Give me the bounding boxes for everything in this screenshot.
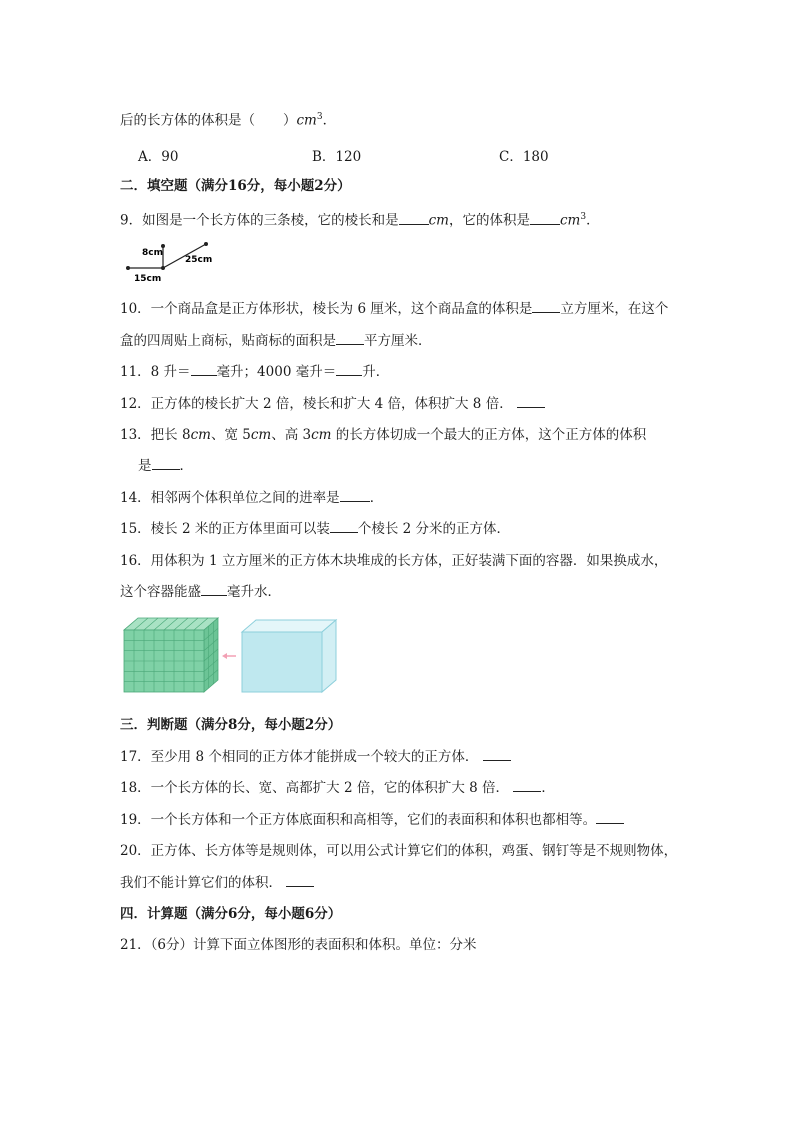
question-16-line-1: 16．用体积为 1 立方厘米的正方体木块堆成的长方体，正好装满下面的容器．如果换成水， (120, 553, 668, 569)
answer-blank[interactable] (596, 811, 624, 824)
answer-blank[interactable] (152, 457, 180, 470)
section-calculation-heading: 四．计算题（满分6分，每小题6分） (120, 906, 342, 922)
empty-container (242, 620, 336, 692)
section-fill-blank-heading: 二．填空题（满分16分，每小题2分） (120, 178, 351, 194)
q8-stem-tail: 后的长方体的体积是（ ）$cm^3$． (120, 112, 337, 129)
question-10-line-1: 10．一个商品盒是正方体形状，棱长为 6 厘米，这个商品盒的体积是 立方厘米，在这个 (120, 301, 669, 317)
question-9: 9．如图是一个长方体的三条棱，它的棱长和是 cm，它的体积是 $cm^3$． (120, 212, 600, 229)
question-17: 17．至少用 8 个相同的正方体才能拼成一个较大的正方体． (120, 748, 511, 766)
question-12: 12．正方体的棱长扩大 2 倍，棱长和扩大 4 倍，体积扩大 8 倍． (120, 395, 545, 413)
q8-option-a: A．90 (138, 149, 179, 165)
edge-label-height: 8cm (142, 248, 163, 258)
question-16-line-2: 这个容器能盛 毫升水． (120, 584, 281, 600)
answer-blank[interactable] (191, 363, 217, 376)
question-14: 14．相邻两个体积单位之间的进率是 ． (120, 490, 384, 506)
answer-blank[interactable] (399, 212, 429, 225)
question-15: 15．棱长 2 米的正方体里面可以装 个棱长 2 分米的正方体． (120, 521, 511, 537)
question-18: 18．一个长方体的长、宽、高都扩大 2 倍，它的体积扩大 8 倍． ． (120, 780, 555, 796)
q16-figure (118, 616, 340, 696)
answer-blank[interactable] (340, 489, 370, 502)
question-21: 21．（6分）计算下面立体图形的表面积和体积。单位：分米 (120, 937, 477, 953)
question-13-line-1: 13．把长 8cm、宽 5cm、高 3cm 的长方体切成一个最大的正方体，这个正方体的体积 (120, 427, 647, 443)
answer-blank[interactable] (530, 212, 560, 225)
q9-edges-figure (118, 238, 218, 286)
question-20-line-2: 我们不能计算它们的体积． (120, 874, 314, 892)
answer-blank[interactable] (513, 779, 541, 792)
answer-blank[interactable] (517, 395, 545, 408)
answer-blank[interactable] (483, 748, 511, 761)
answer-blank[interactable] (330, 520, 358, 533)
answer-blank[interactable] (336, 332, 364, 345)
unit-cube-block (124, 618, 218, 692)
edge-label-length: 15cm (134, 274, 162, 284)
answer-blank[interactable] (336, 363, 362, 376)
question-10-line-2: 盒的四周贴上商标，贴商标的面积是 平方厘米． (120, 333, 432, 349)
edge-label-width: 25cm (185, 255, 213, 265)
answer-blank[interactable] (286, 874, 314, 887)
answer-blank[interactable] (532, 300, 560, 313)
q8-option-c: C．180 (499, 149, 549, 165)
question-19: 19．一个长方体和一个正方体底面积和高相等，它们的表面积和体积也都相等。 (120, 811, 624, 829)
arrow-icon (222, 653, 236, 659)
answer-blank[interactable] (201, 583, 227, 596)
section-true-false-heading: 三．判断题（满分8分，每小题2分） (120, 717, 342, 733)
question-11: 11．8 升＝ 毫升；4000 毫升＝ 升． (120, 364, 390, 380)
question-13-line-2: 是 ． (138, 458, 193, 474)
q8-option-b: B．120 (312, 149, 362, 165)
question-20-line-1: 20．正方体、长方体等是规则体，可以用公式计算它们的体积，鸡蛋、钢钉等是不规则物体， (120, 843, 678, 859)
